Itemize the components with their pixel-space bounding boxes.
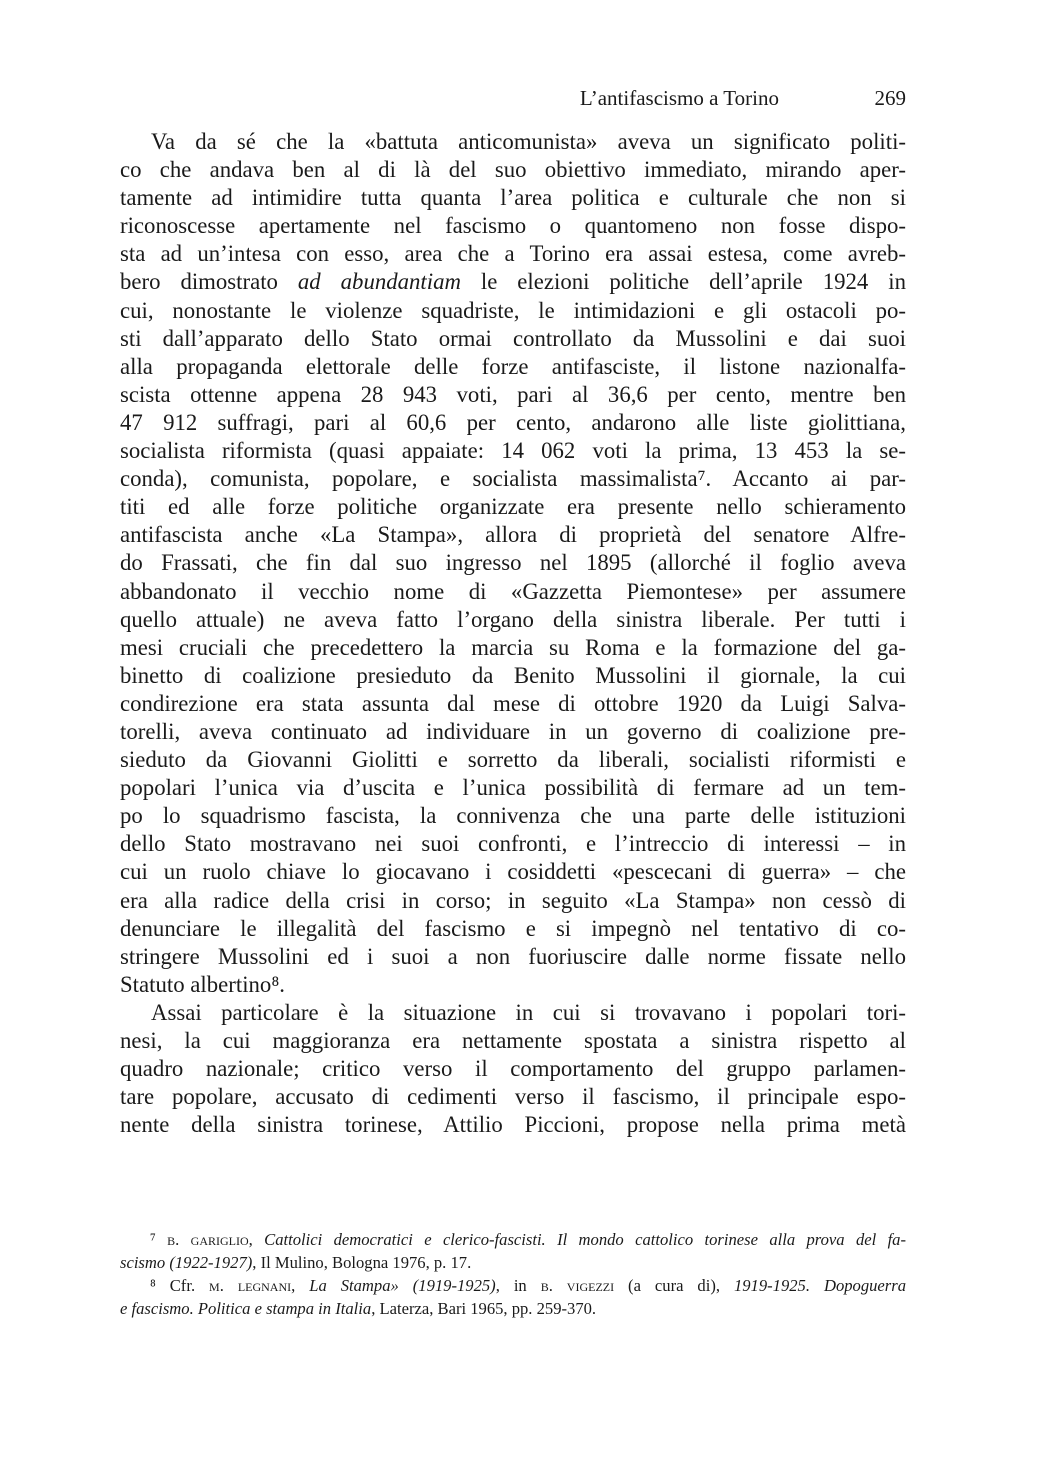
text-line: 47 912 suffragi, pari al 60,6 per cento, andarono alle liste giolittiana, xyxy=(120,409,906,435)
text-line: Statuto albertino⁸. xyxy=(120,971,285,997)
text-line: stringere Mussolini ed i suoi a non fuoriuscire dalle norme fissate nello xyxy=(120,943,906,969)
running-title: L’antifascismo a Torino xyxy=(579,86,779,110)
text-line: sta ad un’intesa con esso, area che a Torino era assai estesa, come avreb- xyxy=(120,241,906,267)
running-head xyxy=(120,82,906,114)
text-line: socialista riformista (quasi appaiate: 14 062 voti la prima, 13 453 la se- xyxy=(120,438,906,464)
text-line: quello attuale) ne aveva fatto l’organo della sinistra liberale. Per tutti i xyxy=(120,606,906,632)
text-line: co che andava ben al di là del suo obiettivo immediato, mirando aper- xyxy=(120,157,906,183)
text-line: sieduto da Giovanni Giolitti e sorretto da liberali, socialisti riformisti e xyxy=(120,747,906,773)
footnote-line: scismo (1922-1927), Il Mulino, Bologna 1976, p. 17. xyxy=(120,1253,472,1272)
text-line: riconoscesse apertamente nel fascismo o quantomeno non fosse dispo- xyxy=(120,213,906,239)
footnote-line: e fascismo. Politica e stampa in Italia, Laterza, Bari 1965, pp. 259-370. xyxy=(120,1299,597,1318)
text-line: condirezione era stata assunta dal mese di ottobre 1920 da Luigi Salva- xyxy=(120,690,906,716)
text-line: nente della sinistra torinese, Attilio Piccioni, propose nella prima metà xyxy=(120,1112,906,1138)
text-line: bero dimostrato ad abundantiam le elezioni politiche dell’aprile 1924 in xyxy=(120,269,906,295)
text-line: alla propaganda elettorale delle forze antifasciste, il listone nazionalfa- xyxy=(120,353,906,379)
footnote-line: ⁸ Cfr. m. legnani, La Stampa» (1919-1925), in b. vigezzi (a cura di), 1919-1925. Dopoguerra xyxy=(150,1276,906,1295)
text-line: scista ottenne appena 28 943 voti, pari al 36,6 per cento, mentre ben xyxy=(120,381,906,407)
text-line: do Frassati, che fin dal suo ingresso nel 1895 (allorché il foglio aveva xyxy=(120,550,906,576)
text-line: titi ed alle forze politiche organizzate era presente nello schieramento xyxy=(120,494,906,520)
text-line: po lo squadrismo fascista, la connivenza che una parte delle istituzioni xyxy=(120,803,906,829)
footnotes xyxy=(120,1228,906,1320)
page-number: 269 xyxy=(874,86,906,110)
text-line: antifascista anche «La Stampa», allora di proprietà del senatore Alfre- xyxy=(120,522,906,548)
text-line: sti dall’apparato dello Stato ormai controllato da Mussolini e dai suoi xyxy=(120,325,906,351)
text-line: torelli, aveva continuato ad individuare in un governo di coalizione pre- xyxy=(120,718,906,744)
text-line: quadro nazionale; critico verso il comportamento del gruppo parlamen- xyxy=(120,1056,906,1082)
text-line: tare popolare, accusato di cedimenti verso il fascismo, il principale espo- xyxy=(120,1084,906,1110)
text-line: era alla radice della crisi in corso; in seguito «La Stampa» non cessò di xyxy=(120,887,906,913)
text-line: popolari l’unica via d’uscita e l’unica possibilità di fermare ad un tem- xyxy=(120,775,906,801)
footnote-line: ⁷ b. gariglio, Cattolici democratici e clerico-fascisti. Il mondo cattolico torinese alla prova del fa- xyxy=(150,1230,907,1249)
text-line: dello Stato mostravano nei suoi confronti, e l’intreccio di interessi – in xyxy=(120,831,906,857)
text-line: denunciare le illegalità del fascismo e si impegnò nel tentativo di co- xyxy=(120,915,906,941)
text-line: abbandonato il vecchio nome di «Gazzetta Piemontese» per assumere xyxy=(120,578,906,604)
text-line: mesi cruciali che precedettero la marcia su Roma e la formazione del ga- xyxy=(120,634,906,660)
text-line: conda), comunista, popolare, e socialista massimalista⁷. Accanto ai par- xyxy=(120,466,906,492)
text-line: binetto di coalizione presieduto da Benito Mussolini il giornale, la cui xyxy=(120,662,906,688)
text-line: tamente ad intimidire tutta quanta l’area politica e culturale che non si xyxy=(120,185,906,211)
text-line: cui un ruolo chiave lo giocavano i cosiddetti «pescecani di guerra» – che xyxy=(120,859,906,885)
text-line: Va da sé che la «battuta anticomunista» aveva un significato politi- xyxy=(151,129,906,154)
text-line: nesi, la cui maggioranza era nettamente spostata a sinistra rispetto al xyxy=(120,1028,906,1053)
body-text xyxy=(120,128,906,1139)
text-line: Assai particolare è la situazione in cui si trovavano i popolari tori- xyxy=(151,999,906,1025)
text-line: cui, nonostante le violenze squadriste, le intimidazioni e gli ostacoli po- xyxy=(120,297,906,323)
